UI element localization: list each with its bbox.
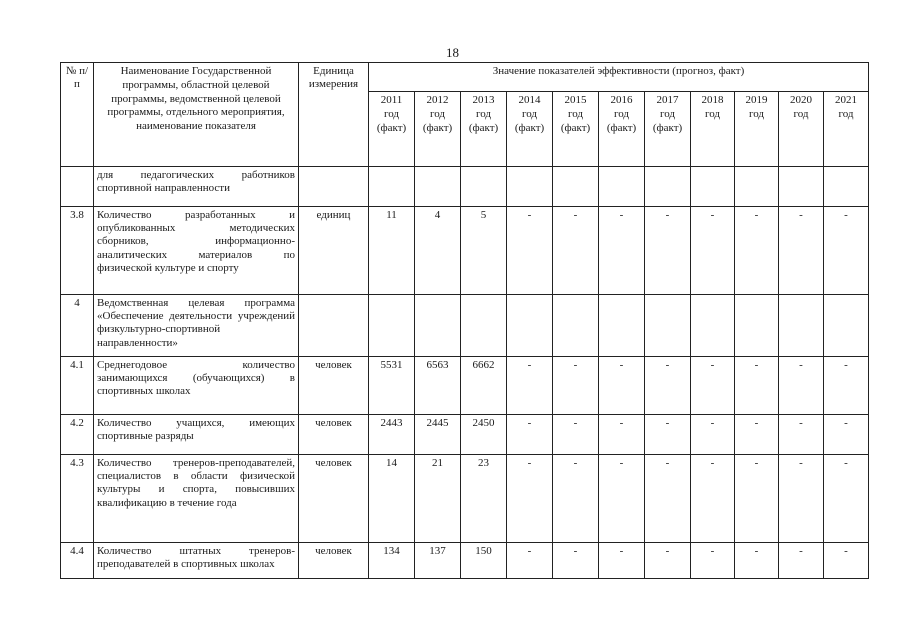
value-cell: - [507,543,553,579]
unit-of-measure: человек [299,415,369,455]
value-cell: 150 [461,543,507,579]
value-cell: - [691,207,735,295]
header-year-year: 2016 [610,94,633,106]
header-year-2021 [824,92,869,167]
value-cell [461,295,507,357]
value-cell: - [735,357,779,415]
header-year-label: год [704,107,721,120]
header-year-2013 [461,92,507,167]
value-cell: - [779,455,824,543]
header-year-2014 [507,92,553,167]
value-cell: - [553,415,599,455]
value-cell [507,167,553,207]
value-cell: - [824,415,869,455]
header-values-group: Значение показателей эффективности (прогноз, факт) [369,63,869,92]
unit-of-measure: человек [299,455,369,543]
value-cell: - [553,207,599,295]
unit-of-measure: человек [299,543,369,579]
unit-of-measure: единиц [299,207,369,295]
value-cell: - [824,455,869,543]
header-year-label: год [793,107,809,120]
value-cell: 134 [369,543,415,579]
value-cell [824,167,869,207]
header-year-year: 2021 [835,94,858,106]
value-cell: - [507,415,553,455]
value-cell: - [645,415,691,455]
value-cell: - [553,455,599,543]
header-year-year: 2012 [426,94,449,106]
value-cell: - [735,455,779,543]
value-cell: - [691,415,735,455]
value-cell: - [691,455,735,543]
unit-of-measure [299,167,369,207]
header-year-label: год [838,107,854,120]
value-cell: 23 [461,455,507,543]
value-cell [369,295,415,357]
header-year-status: (факт) [652,121,683,134]
value-cell [779,295,824,357]
row-number: 4 [61,295,94,357]
header-year-2011 [369,92,415,167]
indicator-name: для педагогических работников спортивной направленности [94,167,299,207]
header-year-2017 [645,92,691,167]
value-cell: 2445 [415,415,461,455]
row-number: 3.8 [61,207,94,295]
header-year-year: 2017 [656,94,679,106]
header-year-label: год [567,107,584,120]
table-row [61,455,869,543]
table-row [61,357,869,415]
value-cell: 11 [369,207,415,295]
header-name: Наименование Государственной программы, областной целевой программы, ведомственной целевой программы, отдельного мероприятия, наименование показателя [94,63,299,167]
value-cell [735,295,779,357]
table-row [61,207,869,295]
value-cell [553,295,599,357]
header-year-2020 [779,92,824,167]
header-year-year: 2015 [564,94,587,106]
value-cell [553,167,599,207]
value-cell: 5531 [369,357,415,415]
indicator-name: Количество штатных тренеров-преподавателей в спортивных школах [94,543,299,579]
row-number: 4.2 [61,415,94,455]
value-cell: - [735,207,779,295]
table-body [61,167,869,579]
header-year-label: год [748,107,765,120]
header-year-label: год [613,107,630,120]
table-row [61,543,869,579]
value-cell: 6563 [415,357,461,415]
value-cell: - [507,357,553,415]
value-cell [415,167,461,207]
value-cell: - [645,543,691,579]
value-cell: - [824,207,869,295]
value-cell [645,295,691,357]
value-cell: - [824,543,869,579]
value-cell: - [553,357,599,415]
header-year-status: (факт) [514,121,545,134]
header-year-2012 [415,92,461,167]
value-cell [691,167,735,207]
value-cell: - [691,357,735,415]
value-cell: - [645,207,691,295]
value-cell [824,295,869,357]
value-cell: - [507,455,553,543]
indicator-name: Ведомственная целевая программа «Обеспечение деятельности учреждений физкультурно-спортивной направленности» [94,295,299,357]
value-cell [779,167,824,207]
row-number [61,167,94,207]
header-year-status: (факт) [376,121,407,134]
header-year-year: 2014 [518,94,541,106]
value-cell: - [645,357,691,415]
header-year-status: (факт) [560,121,591,134]
value-cell [645,167,691,207]
header-year-status: (факт) [468,121,499,134]
header-year-label: год [383,107,400,120]
header-year-label: год [659,107,676,120]
unit-of-measure: человек [299,357,369,415]
value-cell [599,167,645,207]
row-number: 4.1 [61,357,94,415]
value-cell: 21 [415,455,461,543]
value-cell: - [779,207,824,295]
header-year-status: (факт) [422,121,453,134]
unit-of-measure [299,295,369,357]
table-row [61,415,869,455]
value-cell: 4 [415,207,461,295]
header-year-label: год [475,107,492,120]
header-year-2016 [599,92,645,167]
value-cell: - [507,207,553,295]
indicator-name: Количество тренеров-преподавателей, специалистов в области физической культуры и спорта, повысивших квалификацию в течение года [94,455,299,543]
value-cell [507,295,553,357]
header-year-2019 [735,92,779,167]
header-year-status: (факт) [606,121,637,134]
value-cell: 2443 [369,415,415,455]
header-year-label: год [521,107,538,120]
value-cell: 5 [461,207,507,295]
header-year-year: 2019 [745,94,768,106]
header-row [61,63,869,92]
value-cell: - [779,543,824,579]
value-cell: 137 [415,543,461,579]
header-year-year: 2018 [701,94,724,106]
value-cell [735,167,779,207]
header-year-2018 [691,92,735,167]
value-cell [599,295,645,357]
value-cell: - [645,455,691,543]
header-year-2015 [553,92,599,167]
value-cell: - [599,415,645,455]
table-row [61,295,869,357]
efficiency-indicators-table [60,62,869,579]
value-cell: - [599,543,645,579]
value-cell: - [599,207,645,295]
value-cell: - [735,543,779,579]
value-cell: - [599,455,645,543]
header-year-year: 2011 [380,94,403,106]
table-row [61,167,869,207]
row-number: 4.3 [61,455,94,543]
header-unit: Единица измерения [299,63,369,167]
indicator-name: Количество учащихся, имеющих спортивные разряды [94,415,299,455]
value-cell: 2450 [461,415,507,455]
value-cell: - [779,415,824,455]
value-cell: - [691,543,735,579]
page-number: 18 [446,45,459,60]
value-cell [461,167,507,207]
header-num: № п/п [61,63,94,167]
value-cell [415,295,461,357]
value-cell: - [779,357,824,415]
value-cell [369,167,415,207]
value-cell: 14 [369,455,415,543]
value-cell: - [735,415,779,455]
header-year-year: 2020 [790,94,812,106]
value-cell [691,295,735,357]
header-year-label: год [429,107,446,120]
indicator-name: Количество разработанных и опубликованных методических сборников, информационно-аналитических материалов по физической культуре и спорту [94,207,299,295]
value-cell: - [599,357,645,415]
header-year-year: 2013 [472,94,495,106]
value-cell: - [553,543,599,579]
indicator-name: Среднегодовое количество занимающихся (обучающихся) в спортивных школах [94,357,299,415]
value-cell: - [824,357,869,415]
row-number: 4.4 [61,543,94,579]
value-cell: 6662 [461,357,507,415]
